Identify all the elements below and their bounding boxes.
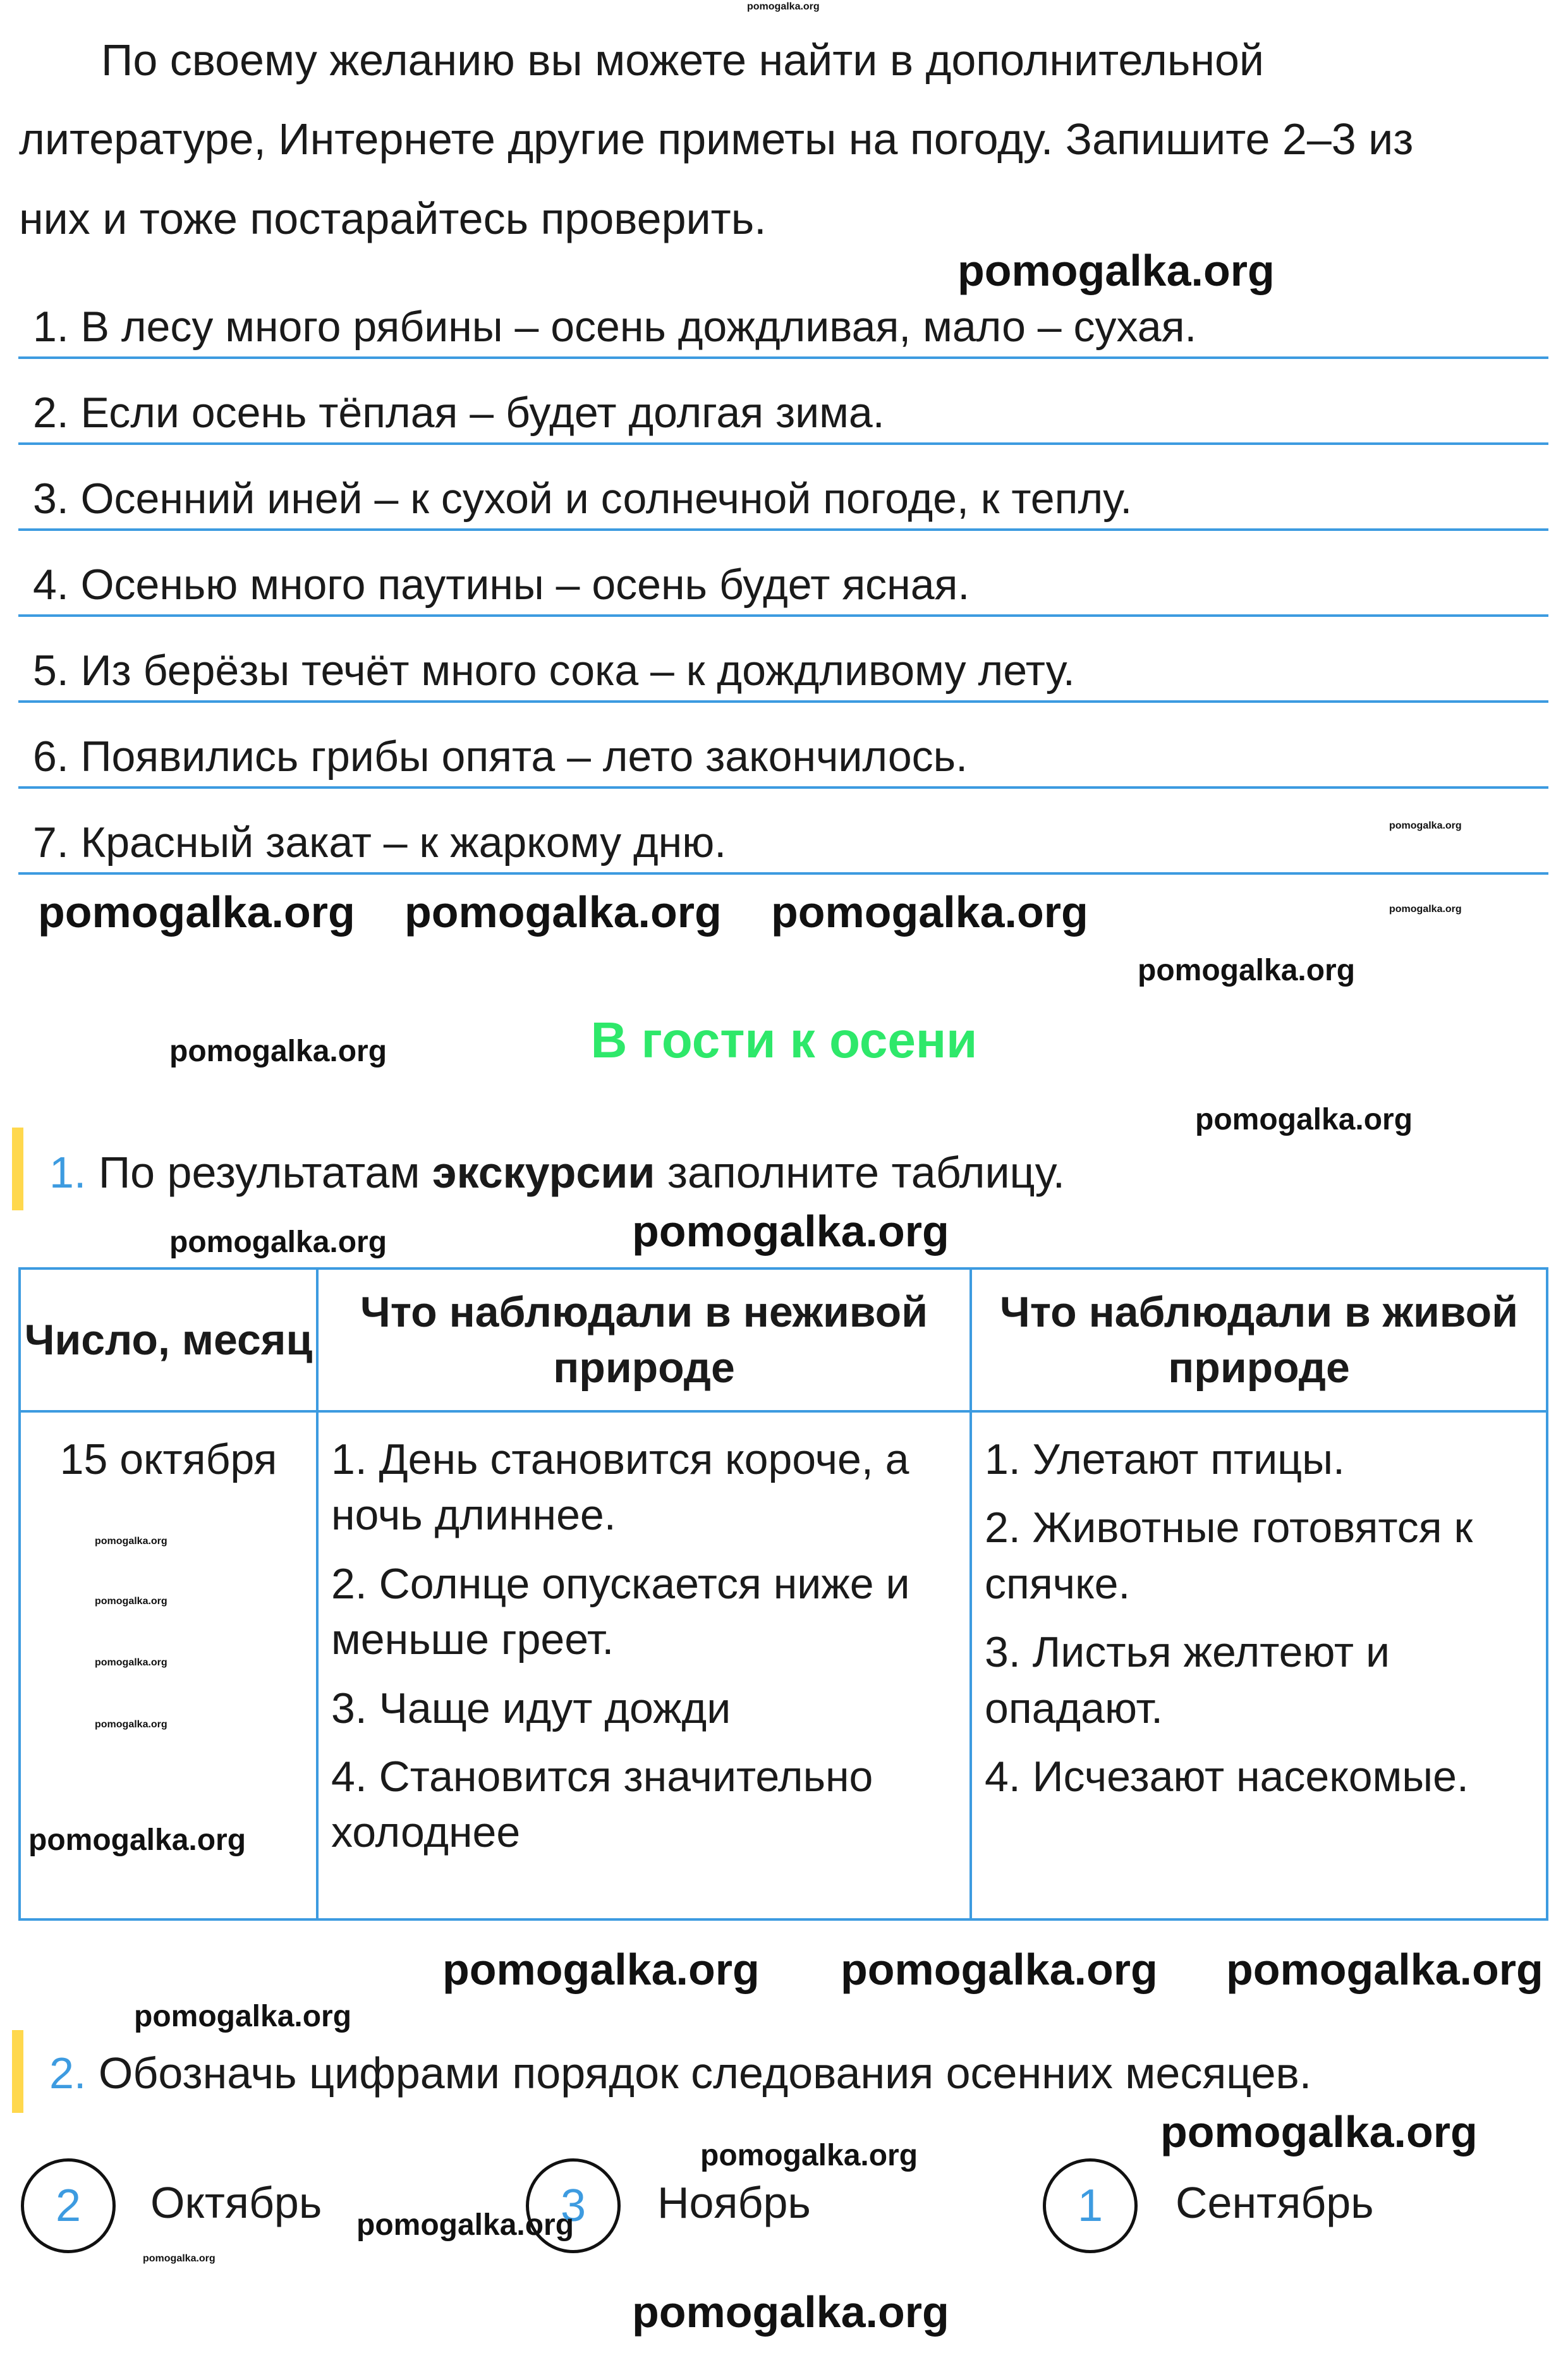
task1-text-a: По результатам: [98, 1148, 432, 1197]
watermark: pomogalka.org: [1389, 820, 1462, 831]
nonliving-item: 2. Солнце опускается ниже и меньше греет.: [331, 1559, 910, 1664]
watermark: pomogalka.org: [1138, 954, 1356, 987]
nonliving-item: 4. Становится значительно холоднее: [331, 1752, 873, 1857]
answer-line: [18, 614, 1548, 617]
sign-item: 3. Осенний иней – к сухой и солнечной погоде, к теплу.: [33, 475, 1133, 523]
intro-line-1: По своему желанию вы можете найти в дополнительной: [101, 35, 1265, 85]
intro-line-2: литературе, Интернете другие приметы на погоду. Запишите 2–3 из: [19, 114, 1414, 164]
answer-line: [18, 786, 1548, 789]
watermark: pomogalka.org: [169, 1226, 387, 1259]
watermark: pomogalka.org: [95, 1596, 167, 1607]
answer-line: [18, 872, 1548, 875]
watermark: pomogalka.org: [632, 1207, 949, 1256]
nonliving-item: 1. День становится короче, а ночь длиннее.: [331, 1435, 909, 1540]
watermark: pomogalka.org: [1226, 1945, 1543, 1994]
task1-text-bold: экскурсии: [432, 1148, 655, 1197]
watermark: pomogalka.org: [1195, 1103, 1413, 1136]
watermark: pomogalka.org: [771, 887, 1088, 937]
answer-line: [18, 528, 1548, 531]
task2-instruction: Обозначь цифрами порядок следования осенних месяцев.: [98, 2048, 1312, 2098]
answer-line: [18, 700, 1548, 703]
watermark: pomogalka.org: [442, 1945, 760, 1994]
watermark: pomogalka.org: [169, 1035, 387, 1068]
month-label: Октябрь: [150, 2178, 322, 2227]
section-title: В гости к осени: [590, 1012, 978, 1068]
watermark: pomogalka.org: [134, 2000, 352, 2033]
task2-number: 2.: [49, 2048, 87, 2098]
order-circle[interactable]: 2: [21, 2158, 116, 2253]
answer-line: [18, 356, 1548, 359]
watermark: pomogalka.org: [1389, 904, 1462, 915]
sign-item: 1. В лесу много рябины – осень дождливая, мало – сухая.: [33, 303, 1197, 351]
watermark: pomogalka.org: [404, 887, 722, 937]
watermark: pomogalka.org: [95, 1719, 167, 1730]
cell-date: 15 октября: [20, 1411, 317, 1919]
living-item: 4. Исчезают насекомые.: [985, 1752, 1469, 1801]
cell-nonliving: [317, 1411, 971, 1919]
watermark: pomogalka.org: [957, 246, 1275, 295]
sign-item: 6. Появились грибы опята – лето закончилось.: [33, 733, 968, 781]
watermark: pomogalka.org: [95, 1536, 167, 1547]
watermark: pomogalka.org: [356, 2208, 574, 2242]
intro-line-3: них и тоже постарайтесь проверить.: [19, 194, 767, 243]
order-circle[interactable]: 1: [1043, 2158, 1138, 2253]
living-item: 3. Листья желтеют и опадают.: [985, 1628, 1390, 1732]
header-date: Число, месяц: [20, 1268, 317, 1411]
watermark: pomogalka.org: [143, 2253, 216, 2264]
cell-living: [971, 1411, 1547, 1919]
header-living: Что наблюдали в живой природе: [971, 1268, 1547, 1411]
watermark: pomogalka.org: [841, 1945, 1158, 1994]
living-item: 1. Улетают птицы.: [985, 1435, 1345, 1483]
task-marker: [12, 2030, 23, 2113]
task-marker: [12, 1128, 23, 1210]
sign-item: 5. Из берёзы течёт много сока – к дождливому лету.: [33, 647, 1075, 695]
watermark: pomogalka.org: [38, 887, 355, 937]
observation-table: [18, 1267, 1548, 1921]
watermark: pomogalka.org: [95, 1657, 167, 1668]
watermark: pomogalka.org: [28, 1823, 246, 1857]
watermark: pomogalka.org: [700, 2139, 918, 2172]
watermark: pomogalka.org: [1160, 2107, 1478, 2156]
sign-item: 2. Если осень тёплая – будет долгая зима.: [33, 389, 885, 437]
answer-line: [18, 442, 1548, 445]
sign-item: 4. Осенью много паутины – осень будет ясная.: [33, 561, 970, 609]
living-item: 2. Животные готовятся к спячке.: [985, 1504, 1473, 1608]
task1-number: 1.: [49, 1148, 87, 1197]
order-circle[interactable]: 3: [526, 2158, 621, 2253]
sign-item: 7. Красный закат – к жаркому дню.: [33, 818, 727, 867]
month-label: Сентябрь: [1176, 2178, 1374, 2227]
watermark: pomogalka.org: [632, 2287, 949, 2337]
watermark: pomogalka.org: [747, 1, 820, 12]
month-label: Ноябрь: [657, 2178, 811, 2227]
task1-text-b: заполните таблицу.: [655, 1148, 1066, 1197]
nonliving-item: 3. Чаще идут дожди: [331, 1684, 731, 1732]
header-nonliving: Что наблюдали в неживой природе: [317, 1268, 971, 1411]
task1-text: [49, 1147, 1065, 1198]
task2-text: [49, 2048, 1311, 2098]
